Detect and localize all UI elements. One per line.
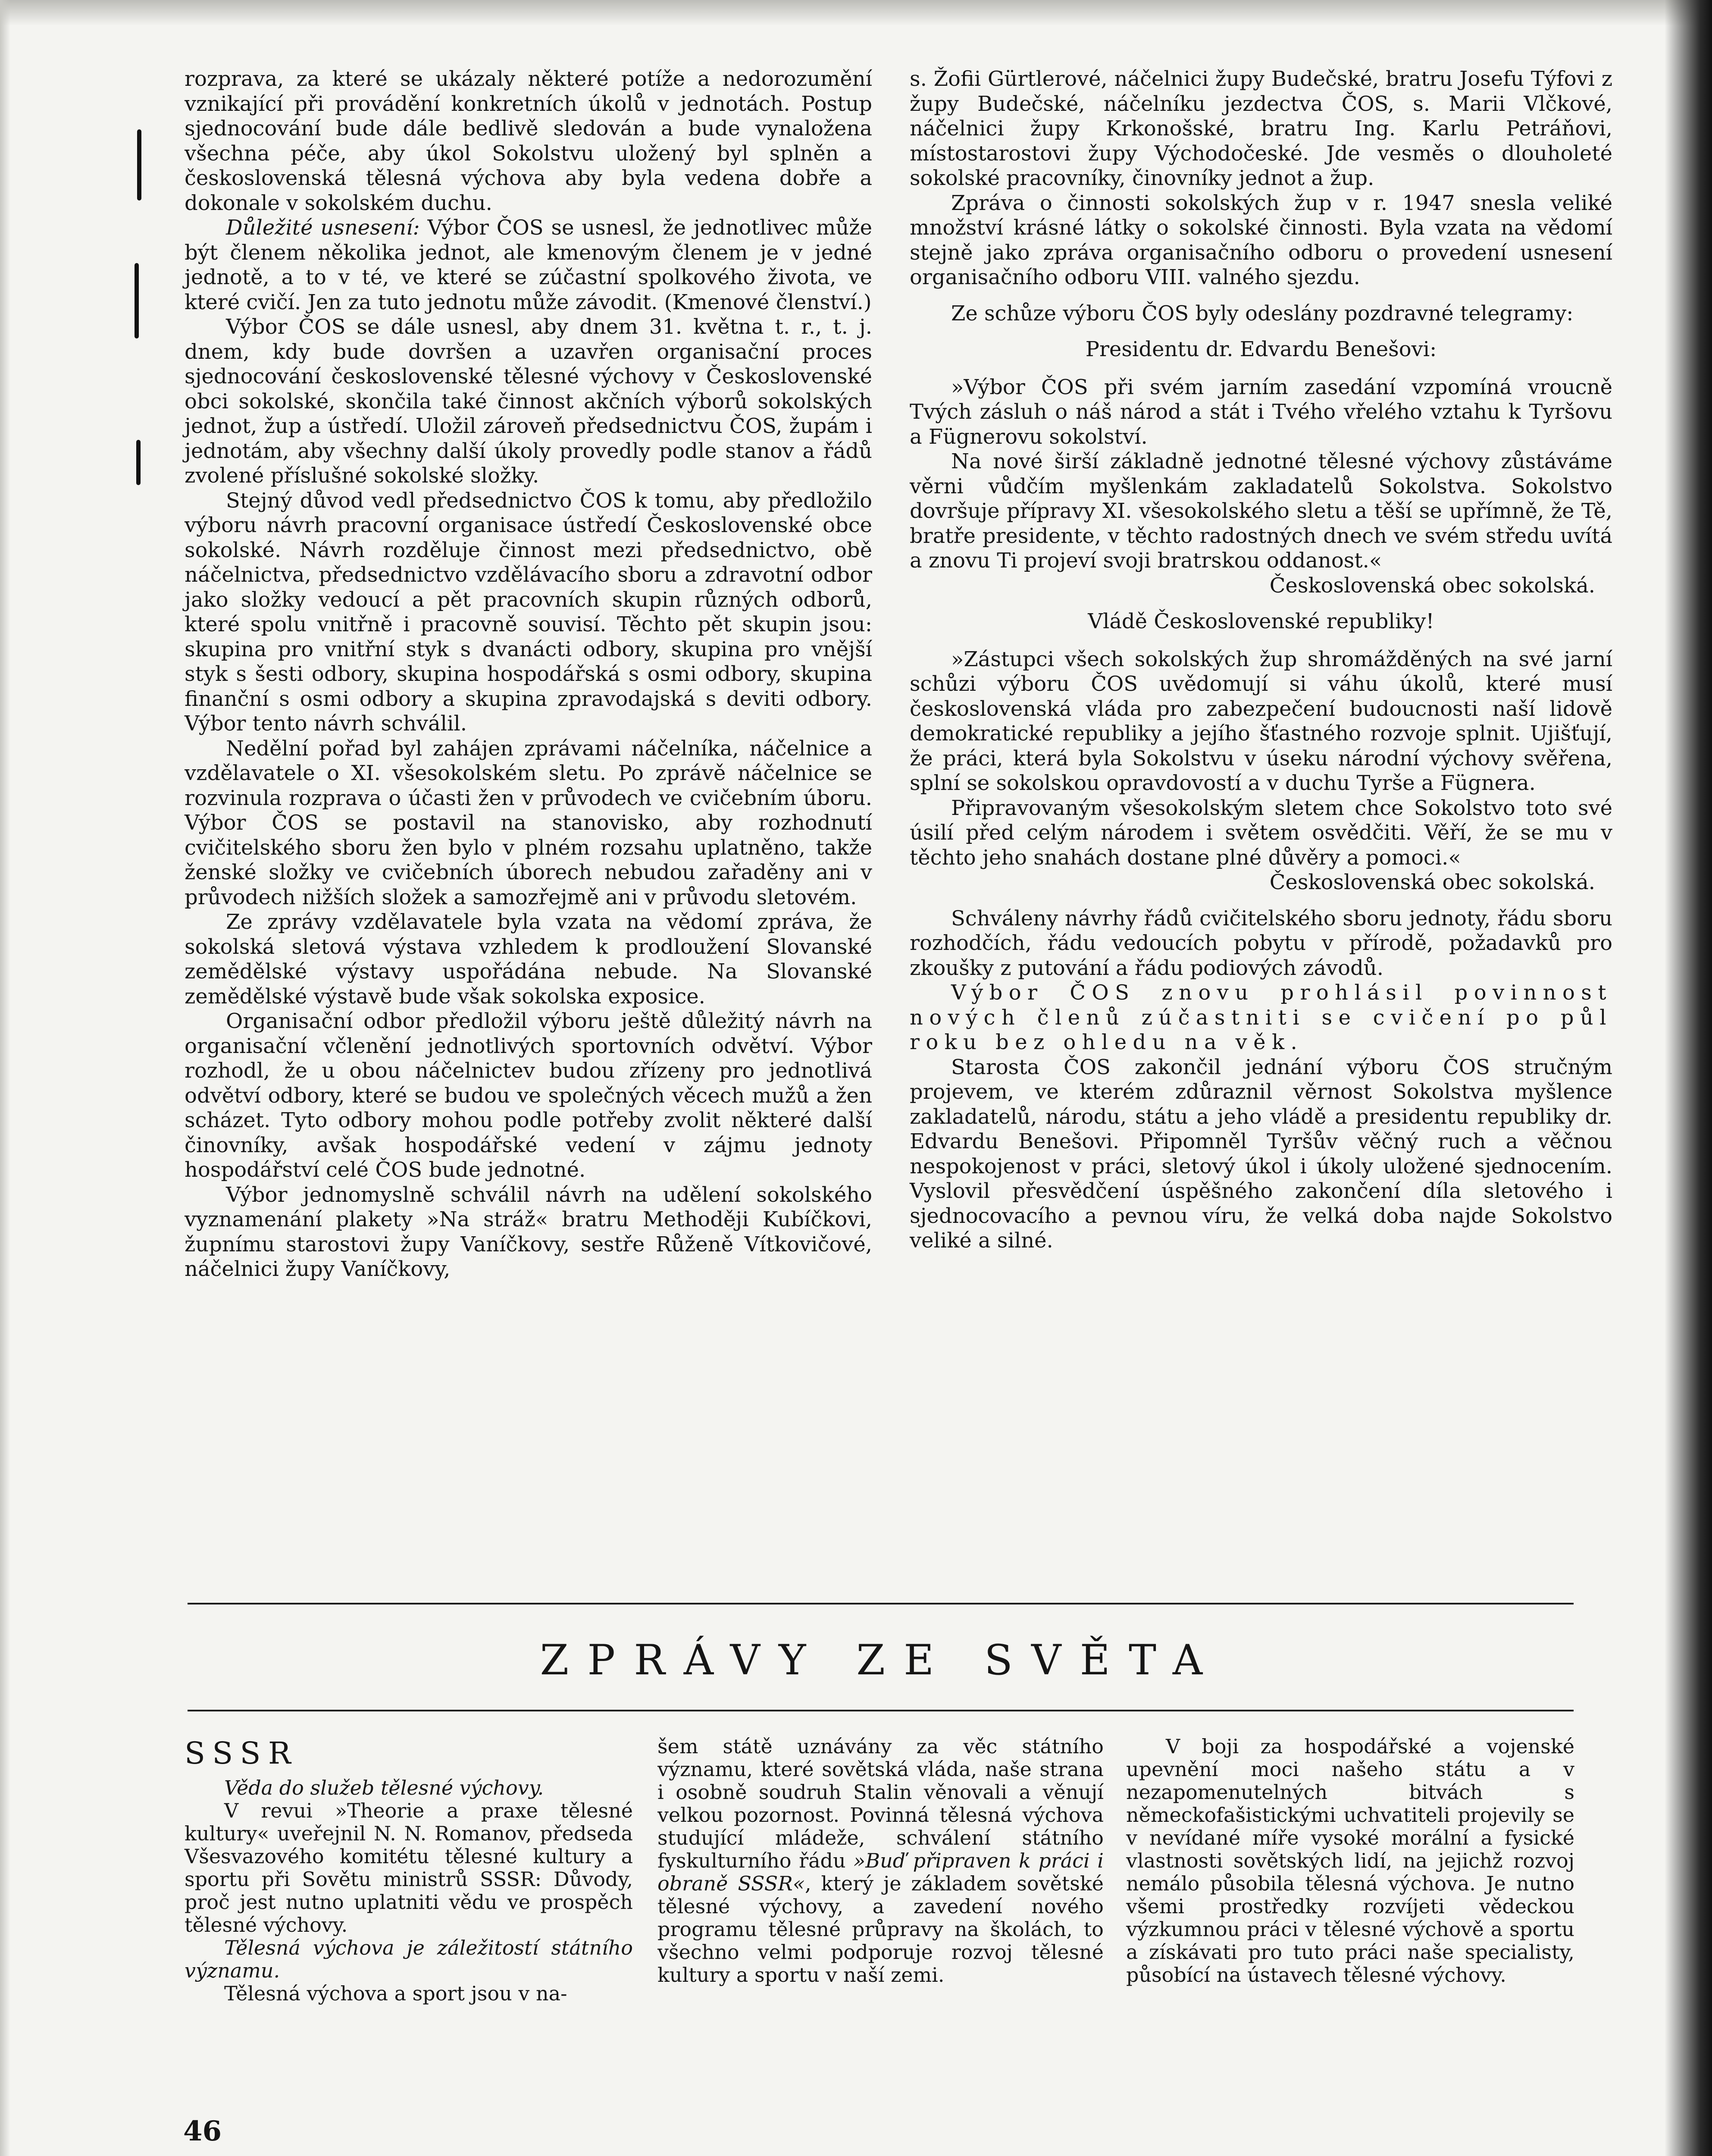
paragraph: rozprava, za které se ukázaly některé potíže a nedorozumění vznikající při provádění konkretních úkolů v jednotách. Postup sjednocování bude dále bedlivě sledován a bude vynaložena všechna péče, aby úkol Sokolstvu uložený byl splněn a československá tělesná výchova aby byla vedena dobře a dokonale v sokolském duchu.: [185, 67, 872, 215]
news-column-1: [185, 1735, 633, 2005]
paragraph: »Výbor ČOS při svém jarním zasedání vzpomíná vroucně Tvých zásluh o náš národ a stát i Tvého vřelého vztahu k Tyršovu a Fügnerovu sokolství.: [910, 375, 1612, 449]
paragraph-body: , který je základem sovětské tělesné výchovy, a zavedení nového programu tělesné průpravy na školách, to všechno velmi podporuje rozvoj tělesné kultury a sportu v naší zemi.: [657, 1872, 1104, 1987]
paragraph-emphasized: Výbor ČOS znovu prohlásil povinnost nových členů zúčastniti se cvičení po půl roku bez ohledu na věk.: [910, 981, 1612, 1054]
margin-pencil-mark: [137, 129, 141, 201]
paragraph: Starosta ČOS zakončil jednání výboru ČOS stručným projevem, ve kterém zdůraznil věrnost Sokolstva myšlence zakladatelů, národu, státu a jeho vládě a presidentu republiky dr. Edvardu Benešovi. Připomněl Tyršův věčný ruch a věčnou nespokojenost v práci, sletový úkol i úkoly uložené sjednocením. Vyslovil přesvědčení úspěšného zakončení díla sletového i sjednocovacího a pevnou víru, že velká doba najde Sokolstvo veliké a silné.: [910, 1055, 1612, 1253]
paragraph-body: Výbor ČOS se usnesl, že jednotlivec může být členem několika jednot, ale kmenovým členem je v jedné jednotě, a to v té, ve které se zúčastní spolkového života, ve které cvičí. Jen za tuto jednotu může závodit. (Kmenové členství.): [185, 216, 873, 314]
country-heading: SSSR: [185, 1736, 299, 1771]
section-heading: ZPRÁVY ZE SVĚTA: [540, 1636, 1221, 1684]
telegram-signature: Československá obec sokolská.: [1269, 870, 1595, 894]
section-divider: [188, 1710, 1574, 1711]
paragraph: Výbor jednomyslně schválil návrh na udělení sokolského vyznamenání plakety »Na stráž« bratru Methoději Kubíčkovi, župnímu starostovi župy Vaníčkovy, sestře Růženě Vítkovičové, náčelnici župy Vaníčkovy,: [185, 1182, 872, 1281]
page-number: 46: [183, 2115, 222, 2147]
telegram-signature: Československá obec sokolská.: [1269, 573, 1595, 598]
paragraph: Organisační odbor předložil výboru ještě důležitý návrh na organisační včlenění jednotlivých sportovních odvětví. Výbor rozhodl, že u obou náčelnictev budou zřízeny pro jednotlivá odvětví odbory, které se budou ve společných věcech mužů a žen scházet. Tyto odbory mohou podle potřeby zvolit některé další činovníky, avšak hospodářské vedení v zájmu jednoty hospodářství celé ČOS bude jednotné.: [185, 1009, 872, 1182]
paragraph: Ze schůze výboru ČOS byly odeslány pozdravné telegramy:: [951, 301, 1574, 326]
news-column-2: [657, 1735, 1104, 1987]
subheading: [185, 1777, 633, 1799]
paragraph: Výbor ČOS se dále usnesl, aby dnem 31. května t. r., t. j. dnem, kdy bude dovršen a uzavřen organisační proces sjednocování československé tělesné výchovy v Československé obci sokolské, skončila také činnost akčních výborů sokolských jednot, žup a ústředí. Uložil zároveň předsednictvu ČOS, župám i jednotám, aby všechny další úkoly provedly podle stanov a řádů zvolené příslušné sokolské složky.: [185, 315, 872, 488]
paragraph: V boji za hospodářské a vojenské upevnění moci našeho státu a v nezapomenutelných bitvách s německofašistickými uchvatiteli projevily se v nevídané míře vysoké morální a fysické vlastnosti sovětských lidí, na jejichž rozvoj nemálo působila tělesná výchova. Je nutno všemi prostředky rozvíjeti vědeckou výzkumnou práci v tělesné výchově a sportu a získávati pro tuto práci naše specialisty, působící na ústavech tělesné výchovy.: [1126, 1735, 1574, 1987]
scan-edge-left: [0, 0, 10, 2156]
subheading-text: Tělesná výchova je záležitostí státního významu.: [185, 1936, 633, 1982]
paragraph: Tělesná výchova a sport jsou v na-: [224, 1982, 567, 2005]
paragraph: V revui »Theorie a praxe tělesné kultury« uveřejnil N. N. Romanov, předseda Všesvazového komitétu tělesné kultury a sportu při Sovětu ministrů SSSR: Důvody, proč jest nutno uplatniti vědu ve prospěch tělesné výchovy.: [185, 1799, 633, 1937]
paragraph: Připravovaným všesokolským sletem chce Sokolstvo toto své úsilí před celým národem i světem osvědčiti. Věří, že se mu v těchto jeho snahách dostane plné důvěry a pomoci.«: [910, 796, 1612, 870]
paragraph: s. Žofii Gürtlerové, náčelnici župy Budečské, bratru Josefu Týfovi z župy Budečské, náčelníku jezdectva ČOS, s. Marii Vlčkové, náčelnici župy Krkonošské, bratru Ing. Karlu Petráňovi, místostarostovi župy Východočeské. Jde vesměs o dlouholeté sokolské pracovníky, činovníky jednot a žup.: [910, 67, 1612, 190]
telegram-address: Vládě Československé republiky!: [1088, 609, 1434, 633]
news-column-3: [1126, 1735, 1574, 1987]
paragraph: Zpráva o činnosti sokolských žup v r. 1947 snesla veliké množství krásné látky o sokolské činnosti. Byla vzata na vědomí stejně jako zpráva organisačního odboru o provedení usnesení organisačního odboru VIII. valného sjezdu.: [910, 191, 1612, 289]
paragraph-italic: »Buď připraven k práci i obraně SSSR«: [657, 1849, 1104, 1895]
paragraph-body: šem státě uznávány za věc státního významu, které sovětská vláda, naše strana i osobně soudruh Stalin věnovali a věnují velkou pozornost. Povinná tělesná výchova studující mládeže, schválení státního fyskulturního řádu: [657, 1735, 1104, 1872]
subheading: [185, 1937, 633, 1982]
section-divider: [188, 1603, 1574, 1604]
paragraph: Schváleny návrhy řádů cvičitelského sboru jednoty, řádu sboru rozhodčích, řádu vedoucích pobytu v přírodě, požadavků pro zkoušky z putování a řádu podiových závodů.: [910, 906, 1612, 980]
scan-edge-top: [0, 0, 1712, 26]
paragraph: Ze zprávy vzdělavatele byla vzata na vědomí zpráva, že sokolská sletová výstava vzhledem k prodloužení Slovanské zemědělské výstavy uspořádána nebude. Na Slovanské zemědělské výstavě bude však sokolska exposice.: [185, 910, 872, 1009]
top-right-column: [910, 67, 1612, 1253]
margin-pencil-mark: [135, 263, 139, 338]
paragraph: Stejný důvod vedl předsednictvo ČOS k tomu, aby předložilo výboru návrh pracovní organisace ústředí Československé obce sokolské. Návrh rozděluje činnost mezi předsednictvo, obě náčelnictva, předsednictvo vzdělávacího sboru a zdravotní odbor jako složky vedoucí a pět pracovních skupin různých odborů, které spolu vnitřně i pracovně souvisí. Těchto pět skupin jsou: skupina pro vnitřní styk s dvanácti odbory, skupina pro vnější styk s šesti odbory, skupina hospodářská s osmi odbory, skupina finanční s osmi odbory a skupina zpravodajská s deviti odbory. Výbor tento návrh schválil.: [185, 488, 872, 736]
top-left-column: [185, 67, 872, 1282]
scan-edge-right: [1665, 0, 1712, 2156]
margin-pencil-mark: [136, 440, 141, 485]
paragraph-lead: Důležité usnesení:: [226, 216, 420, 240]
paragraph: Nedělní pořad byl zahájen zprávami náčelníka, náčelnice a vzdělavatele o XI. všesokolském sletu. Po zprávě náčelnice se rozvinula rozprava o účasti žen v průvodech ve cvičebním úboru. Výbor ČOS se postavil na stanovisko, aby rozhodnutí cvičitelského sboru žen bylo v plném rozsahu uplatněno, takže ženské složky ve cvičebních úborech nebudou zařaděny ani v průvodech nižších složek a samozřejmě ani v průvodu sletovém.: [185, 736, 872, 909]
paragraph: Na nové širší základně jednotné tělesné výchovy zůstáváme věrni vůdčím myšlenkám zakladatelů Sokolstva. Sokolstvo dovršuje přípravy XI. všesokolského sletu a těší se upřímně, že Tě, bratře presidente, v těchto radostných dnech ve svém středu uvítá a znovu Ti projeví svoji bratrskou oddanost.«: [910, 449, 1612, 573]
paragraph: »Zástupci všech sokolských žup shromážděných na své jarní schůzi výboru ČOS uvědomují si váhu úkolů, které musí československá vláda pro zabezpečení budoucnosti naší lidově demokratické republiky a jejího šťastného rozvoje splnit. Ujišťují, že práci, která byla Sokolstvu v úseku národní výchovy svěřena, splní se sokolskou opravdovostí a v duchu Tyrše a Fügnera.: [910, 647, 1612, 795]
paragraph: [185, 216, 872, 315]
subheading-text: Věda do služeb tělesné výchovy.: [224, 1776, 544, 1799]
telegram-address: Presidentu dr. Edvardu Benešovi:: [1085, 337, 1437, 361]
paragraph: [657, 1735, 1104, 1987]
